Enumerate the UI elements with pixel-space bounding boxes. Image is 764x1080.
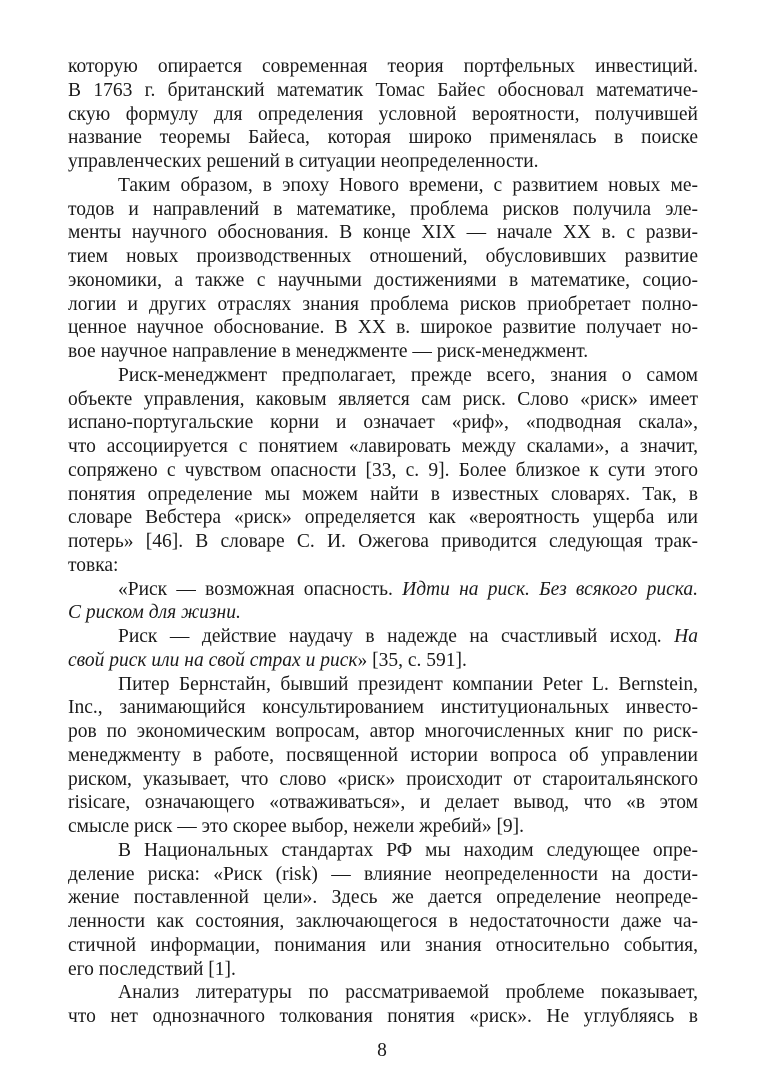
text: скую формулу для определения условной вероятности, получившей [68, 103, 698, 125]
text-line [68, 103, 698, 127]
text: название теоремы Байеса, которая широко применялась в поиске [68, 127, 698, 149]
text-line [68, 150, 698, 174]
text-line [68, 554, 698, 578]
text-line [68, 174, 698, 198]
text-line [68, 435, 698, 459]
text: сопряжено с чувством опасности [33, с. 9]. Более близкое к сути этого [68, 459, 698, 481]
text-line [68, 126, 698, 150]
text: логии и других отраслях знания проблема рисков приобретает полно- [68, 293, 698, 315]
text: испано-португальские корни и означает «риф», «подводная скала», [68, 412, 698, 434]
text-line [68, 768, 698, 792]
text-line [68, 269, 698, 293]
text: ценное научное обоснование. В XX в. широкое развитие получает но- [68, 317, 698, 339]
text: Анализ литературы по рассматриваемой проблеме показывает, [118, 982, 698, 1004]
text: Inc., занимающийся консультированием институциональных инвесто- [68, 697, 698, 719]
text-line [68, 483, 698, 507]
text: жение поставленной цели». Здесь же дается определение неопреде- [68, 887, 698, 909]
text-line [68, 720, 698, 744]
text-line [68, 886, 698, 910]
text-line [68, 625, 698, 649]
text-line [68, 364, 698, 388]
text: тием новых производственных отношений, обусловивших развитие [68, 246, 698, 267]
text: Таким образом, в эпоху Нового времени, с развитием новых ме- [118, 174, 698, 196]
text: risicare, означающего «отваживаться», и делает вывод, что «в этом [68, 792, 698, 814]
text-line [68, 981, 698, 1005]
text-line [68, 459, 698, 483]
text-line [68, 791, 698, 815]
text: ленности как состояния, заключающегося в недостаточности даже ча- [68, 911, 698, 932]
text: риском, указывает, что слово «риск» происходит от староитальянского [68, 768, 698, 790]
italic-text: На [674, 626, 698, 647]
text-line [68, 839, 698, 863]
text: что ассоциируется с понятием «лавировать между скалами», а значит, [68, 436, 698, 457]
text-line [68, 55, 698, 79]
text-line [68, 198, 698, 222]
text: его последствий [1]. [68, 958, 236, 980]
text-line [68, 601, 698, 625]
text: В Национальных стандартах РФ мы находим следующее опре- [118, 839, 698, 861]
text-line [68, 815, 698, 839]
text: которую опирается современная теория портфельных инвестиций. [68, 56, 698, 77]
text-line [68, 649, 698, 673]
text: деление риска: «Риск (risk) — влияние неопределенности на дости- [68, 863, 698, 885]
text: понятия определение мы можем найти в известных словарях. Так, в [68, 483, 698, 505]
text: менеджменту в работе, посвященной истории вопроса об управлении [68, 744, 698, 766]
text: словаре Вебстера «риск» определяется как «вероятность ущерба или [68, 507, 698, 529]
text: смысле риск — это скорее выбор, нежели жребий» [9]. [68, 816, 525, 837]
text-line [68, 1005, 698, 1029]
italic-text: Идти на риск. Без всякого риска. [402, 578, 698, 600]
text-line [68, 340, 698, 364]
text: объекте управления, каковым является сам риск. Слово «риск» имеет [68, 388, 698, 410]
text-line [68, 79, 698, 103]
text: Риск — действие наудачу в надежде на счастливый исход. [118, 626, 675, 647]
text: В 1763 г. британский математик Томас Байес обосновал математиче- [68, 79, 698, 101]
text: стичной информации, понимания или знания относительно события, [68, 934, 698, 956]
italic-text: свой риск или на свой страх и риск [68, 649, 358, 671]
text: тодов и направлений в математике, проблема рисков получила эле- [68, 198, 698, 220]
text: управленческих решений в ситуации неопределенности. [68, 151, 539, 172]
text: менты научного обоснования. В конце XIX — начале XX в. с разви- [68, 222, 698, 244]
text-line [68, 673, 698, 697]
text: товка: [68, 554, 119, 576]
page-number: 8 [377, 1040, 387, 1061]
text: экономики, а также с научными достижениями в математике, социо- [68, 269, 698, 291]
text-line [68, 910, 698, 934]
text: » [35, с. 591]. [357, 649, 467, 671]
text-line [68, 958, 698, 982]
text-line [68, 293, 698, 317]
text-line [68, 221, 698, 245]
page-text [68, 55, 698, 1029]
text: ров по экономическим вопросам, автор многочисленных книг по риск- [68, 721, 698, 742]
text: Риск-менеджмент предполагает, прежде всего, знания о самом [118, 364, 698, 386]
text-line [68, 411, 698, 435]
text-line [68, 863, 698, 887]
text: что нет однозначного толкования понятия «риск». Не углубляясь в [68, 1006, 698, 1027]
text-line [68, 316, 698, 340]
text-line [68, 696, 698, 720]
text: Питер Бернстайн, бывший президент компании Peter L. Bernstein, [118, 673, 698, 695]
text-line [68, 744, 698, 768]
text-line [68, 506, 698, 530]
text-line [68, 934, 698, 958]
text-line [68, 578, 698, 602]
italic-text: С риском для жизни. [68, 602, 241, 624]
text-line [68, 530, 698, 554]
text-line [68, 388, 698, 412]
text: потерь» [46]. В словаре С. И. Ожегова приводится следующая трак- [68, 531, 698, 552]
text-line [68, 245, 698, 269]
text: «Риск — возможная опасность. [118, 578, 403, 600]
text: вое научное направление в менеджменте — риск-менеджмент. [68, 341, 589, 362]
